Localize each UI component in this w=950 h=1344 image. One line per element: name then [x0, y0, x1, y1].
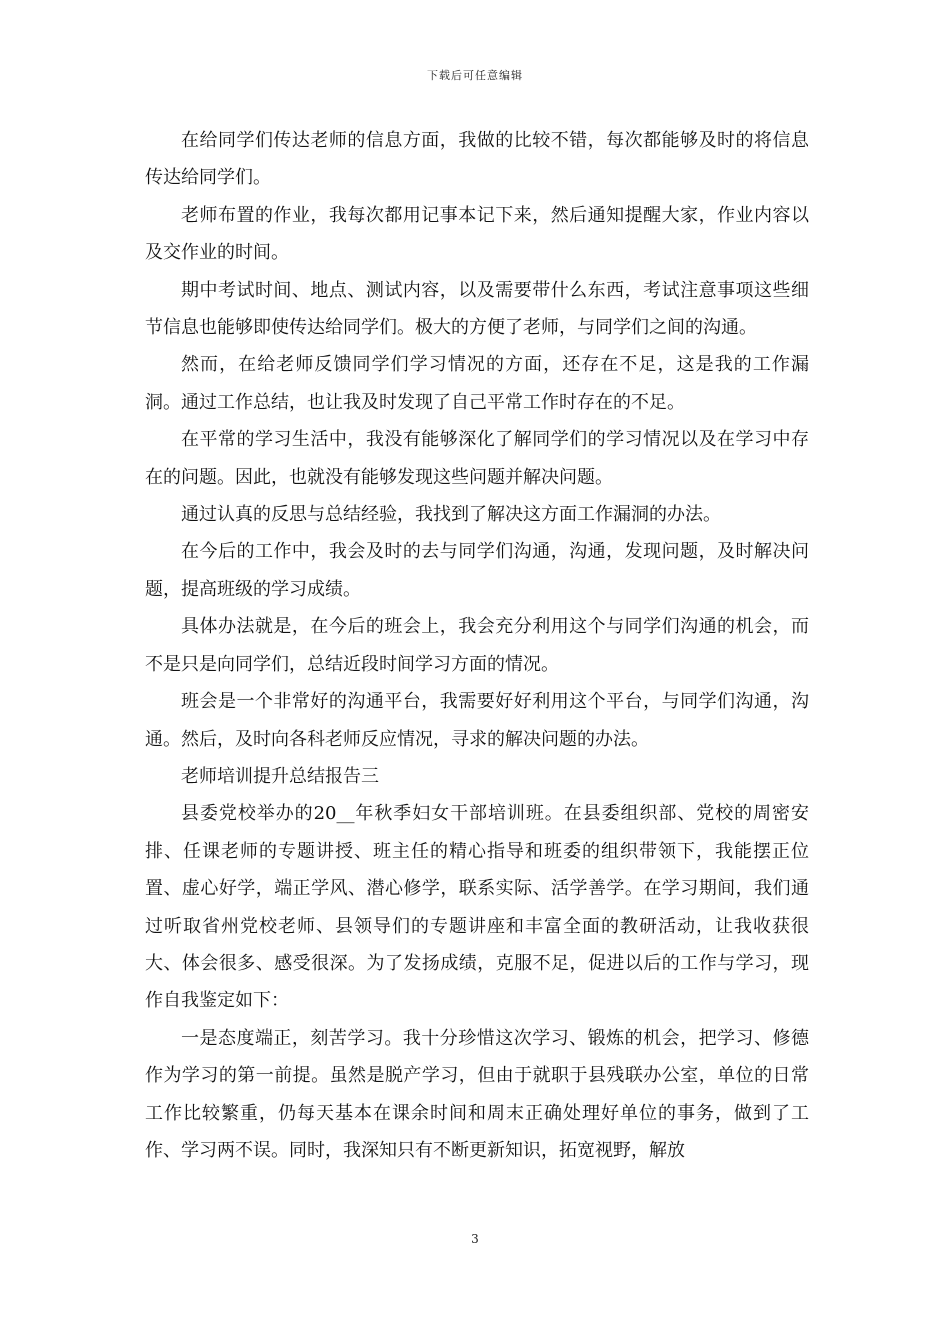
document-body — [145, 122, 809, 1169]
paragraph: 县委党校举办的20__年秋季妇女干部培训班。在县委组织部、党校的周密安排、任课老师的专题讲授、班主任的精心指导和班委的组织带领下，我能摆正位置、虚心好学，端正学风、潜心修学，联系实际、活学善学。在学习期间，我们通过听取省州党校老师、县领导们的专题讲座和丰富全面的教研活动，让我收获很大、体会很多、感受很深。为了发扬成绩，克服不足，促进以后的工作与学习，现作自我鉴定如下： — [145, 803, 809, 1012]
paragraph: 通过认真的反思与总结经验，我找到了解决这方面工作漏洞的办法。 — [181, 504, 721, 526]
paragraph: 具体办法就是，在今后的班会上，我会充分利用这个与同学们沟通的机会，而不是只是向同学们，总结近段时间学习方面的情况。 — [145, 616, 809, 675]
paragraph: 期中考试时间、地点、测试内容，以及需要带什么东西，考试注意事项这些细节信息也能够即使传达给同学们。极大的方便了老师，与同学们之间的沟通。 — [145, 279, 809, 339]
paragraph: 在给同学们传达老师的信息方面，我做的比较不错，每次都能够及时的将信息传达给同学们。 — [145, 130, 809, 189]
paragraph: 然而，在给老师反馈同学们学习情况的方面，还存在不足，这是我的工作漏洞。通过工作总结，也让我及时发现了自己平常工作时存在的不足。 — [145, 354, 809, 413]
page-header: 下载后可任意编辑 — [427, 69, 523, 82]
paragraph: 一是态度端正，刻苦学习。我十分珍惜这次学习、锻炼的机会，把学习、修德作为学习的第一前提。虽然是脱产学习，但由于就职于县残联办公室，单位的日常工作比较繁重，仍每天基本在课余时间和周末正确处理好单位的事务，做到了工作、学习两不误。同时，我深知只有不断更新知识，拓宽视野，解放 — [145, 1027, 809, 1161]
paragraph: 在今后的工作中，我会及时的去与同学们沟通，沟通，发现问题，及时解决问题，提高班级的学习成绩。 — [145, 541, 809, 600]
page-number: 3 — [471, 1232, 479, 1246]
section-heading: 老师培训提升总结报告三 — [181, 765, 379, 787]
paragraph: 老师布置的作业，我每次都用记事本记下来，然后通知提醒大家，作业内容以及交作业的时间。 — [145, 204, 809, 264]
paragraph: 班会是一个非常好的沟通平台，我需要好好利用这个平台，与同学们沟通，沟通。然后，及时向各科老师反应情况，寻求的解决问题的办法。 — [145, 691, 809, 750]
paragraph: 在平常的学习生活中，我没有能够深化了解同学们的学习情况以及在学习中存在的问题。因此，也就没有能够发现这些问题并解决问题。 — [145, 429, 809, 488]
